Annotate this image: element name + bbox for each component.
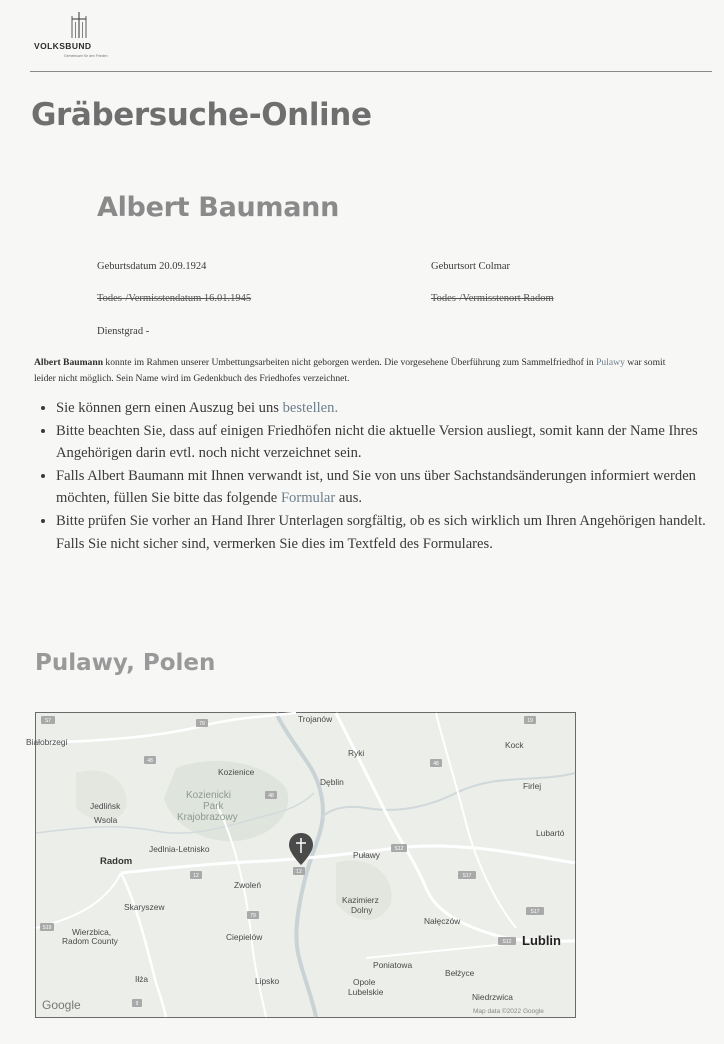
- forest-area: [76, 770, 127, 821]
- volksbund-logo[interactable]: [30, 10, 140, 62]
- map-label-wsola: Wsola: [94, 815, 118, 825]
- map-label-deblin: Dęblin: [320, 777, 344, 787]
- site-title: Gräbersuche-Online: [31, 97, 372, 133]
- road-shield: [430, 759, 442, 767]
- road: [36, 873, 121, 928]
- map-label-kock: Kock: [505, 740, 524, 750]
- svg-text:48: 48: [433, 761, 439, 767]
- map-label-lublin: Lublin: [522, 933, 561, 948]
- road-shield: [40, 923, 54, 931]
- person-name: Albert Baumann: [97, 192, 340, 223]
- map-label-radom: Radom: [100, 856, 133, 867]
- road-shield: [144, 756, 156, 764]
- road: [366, 943, 516, 958]
- svg-text:48: 48: [268, 793, 274, 799]
- hint-order-text: Sie können gern einen Auszug bei uns: [56, 400, 283, 416]
- svg-text:12: 12: [193, 873, 199, 879]
- intro-text-a: konnte im Rahmen unserer Umbettungsarbeiten nicht geborgen werden. Die vorgesehene Überführung zum Sammelfriedhof in: [103, 357, 597, 368]
- cemetery-link[interactable]: Pulawy: [596, 357, 625, 368]
- vistula-river: [276, 713, 323, 1017]
- road-shield: [247, 911, 259, 919]
- svg-text:48: 48: [147, 758, 153, 764]
- map-label-opole: Lubelskie: [348, 987, 384, 997]
- form-link[interactable]: Formular: [280, 490, 336, 507]
- map-label-lubartow: Lubartó: [536, 828, 565, 838]
- map-label-kozienice: Kozienice: [218, 767, 255, 777]
- map-canvas: [26, 713, 575, 1017]
- road-shield: [41, 716, 55, 724]
- org-name: VOLKSBUND: [34, 41, 92, 51]
- google-logo: Google: [42, 998, 81, 1012]
- hint-verify: [56, 510, 724, 555]
- road-shield: [458, 871, 476, 879]
- map-label-park: Park: [203, 801, 224, 812]
- map-label-belzyce: Bełżyce: [445, 968, 475, 978]
- road: [436, 713, 516, 928]
- org-tagline: Gemeinsam für den Frieden: [64, 54, 108, 58]
- map-label-naleczow: Nałęczów: [424, 916, 461, 926]
- intro-name: Albert Baumann: [34, 357, 104, 368]
- map-label-firlej: Firlej: [523, 781, 542, 791]
- hint-verify-text: Bitte prüfen Sie vorher an Hand Ihrer Unterlagen sorgfältig, ob es sich wirklich um Ihren Angehörigen handelt. Falls Sie nicht sicher sind, vermerken Sie dies im Textfeld des Formulares.: [56, 512, 706, 552]
- header-divider: [30, 71, 712, 72]
- map-label-lipsko: Lipsko: [255, 976, 280, 986]
- svg-text:S19: S19: [42, 925, 52, 931]
- intro-paragraph: [34, 355, 674, 387]
- road-shield: [498, 937, 516, 945]
- svg-text:79: 79: [250, 913, 256, 919]
- order-link[interactable]: bestellen.: [282, 400, 339, 416]
- road-shield: [293, 867, 305, 875]
- map-label-opole: Opole: [353, 977, 376, 987]
- map-label-pulawy: Puławy: [353, 850, 380, 860]
- road: [36, 713, 296, 743]
- map-label-ryki: Ryki: [348, 748, 365, 758]
- svg-text:9: 9: [135, 1001, 139, 1007]
- death-place: Todes-/Vermisstenort Radom: [431, 293, 554, 304]
- hint-form-text-b: aus.: [335, 490, 363, 507]
- road-shield: [524, 716, 536, 724]
- road-shield: [391, 844, 407, 852]
- road-shield: [196, 719, 208, 727]
- map-label-kazimierz: Kazimierz: [342, 895, 379, 905]
- death-date: Todes-/Vermisstendatum 16.01.1945: [97, 293, 252, 304]
- rank: Dienstgrad -: [97, 326, 150, 337]
- location-map[interactable]: [26, 712, 576, 1018]
- map-label-bialobrzegi: Białobrzegi: [26, 737, 68, 747]
- map-label-ilza: Iłża: [135, 974, 149, 984]
- svg-text:19: 19: [527, 718, 533, 724]
- map-label-park: Krajobrazowy: [177, 812, 238, 823]
- svg-text:S12: S12: [502, 939, 512, 945]
- map-label-jedlnia: Jedlnia-Letnisko: [149, 844, 210, 854]
- wieprz-river: [321, 773, 575, 818]
- map-label-niedrzwica: Niedrzwica: [472, 992, 513, 1002]
- road: [121, 873, 166, 1017]
- svg-text:12: 12: [296, 869, 302, 875]
- birth-date: Geburtsdatum 20.09.1924: [97, 261, 207, 272]
- map-label-skaryszew: Skaryszew: [124, 902, 165, 912]
- intro-text-b: war somit leider nicht möglich. Sein Name wird im Gedenkbuch des Friedhofes verzeichnet.: [34, 357, 666, 384]
- svg-text:S17: S17: [462, 873, 472, 879]
- map-label-ciepielow: Ciepielów: [226, 932, 263, 942]
- hint-version-text: Bitte beachten Sie, dass auf einigen Friedhöfen nicht die aktuelle Version ausliegt, somit kann der Name Ihres Angehörigen darin evtl. noch nicht verzeichnet sein.: [56, 422, 698, 462]
- svg-text:79: 79: [199, 721, 205, 727]
- map-label-radom-county: Radom County: [62, 936, 118, 946]
- map-label-poniatowa: Poniatowa: [373, 960, 413, 970]
- hint-form: [56, 465, 724, 510]
- map-label-kazimierz: Dolny: [351, 905, 373, 915]
- svg-text:S12: S12: [394, 846, 404, 852]
- road-shield: [132, 999, 142, 1007]
- birth-place: Geburtsort Colmar: [431, 261, 511, 272]
- hints-list: [34, 397, 724, 555]
- location-title: Pulawy, Polen: [35, 650, 216, 676]
- svg-text:S7: S7: [44, 718, 52, 724]
- map-label-jedlinsk: Jedlińsk: [90, 801, 121, 811]
- map-label-wierzbica: Wierzbica,: [72, 927, 112, 937]
- map-attribution[interactable]: Map data ©2022 Google: [473, 1008, 544, 1015]
- map-label-trojanow: Trojanów: [298, 714, 333, 724]
- road-shield: [526, 907, 544, 915]
- map-label-park: Kozienicki: [186, 790, 232, 801]
- road-shield: [190, 871, 202, 879]
- map-label-zwolen: Zwoleń: [234, 880, 261, 890]
- svg-text:S17: S17: [530, 909, 540, 915]
- hint-version: [56, 420, 724, 465]
- cross-logo-icon: [67, 10, 91, 40]
- hint-order: [56, 397, 724, 420]
- hint-form-text-a: Falls Albert Baumann mit Ihnen verwandt ist, und Sie von uns über Sachstandsänderungen informiert werden möchten, füllen Sie bitte das folgende: [56, 467, 696, 507]
- road-shield: [265, 791, 277, 799]
